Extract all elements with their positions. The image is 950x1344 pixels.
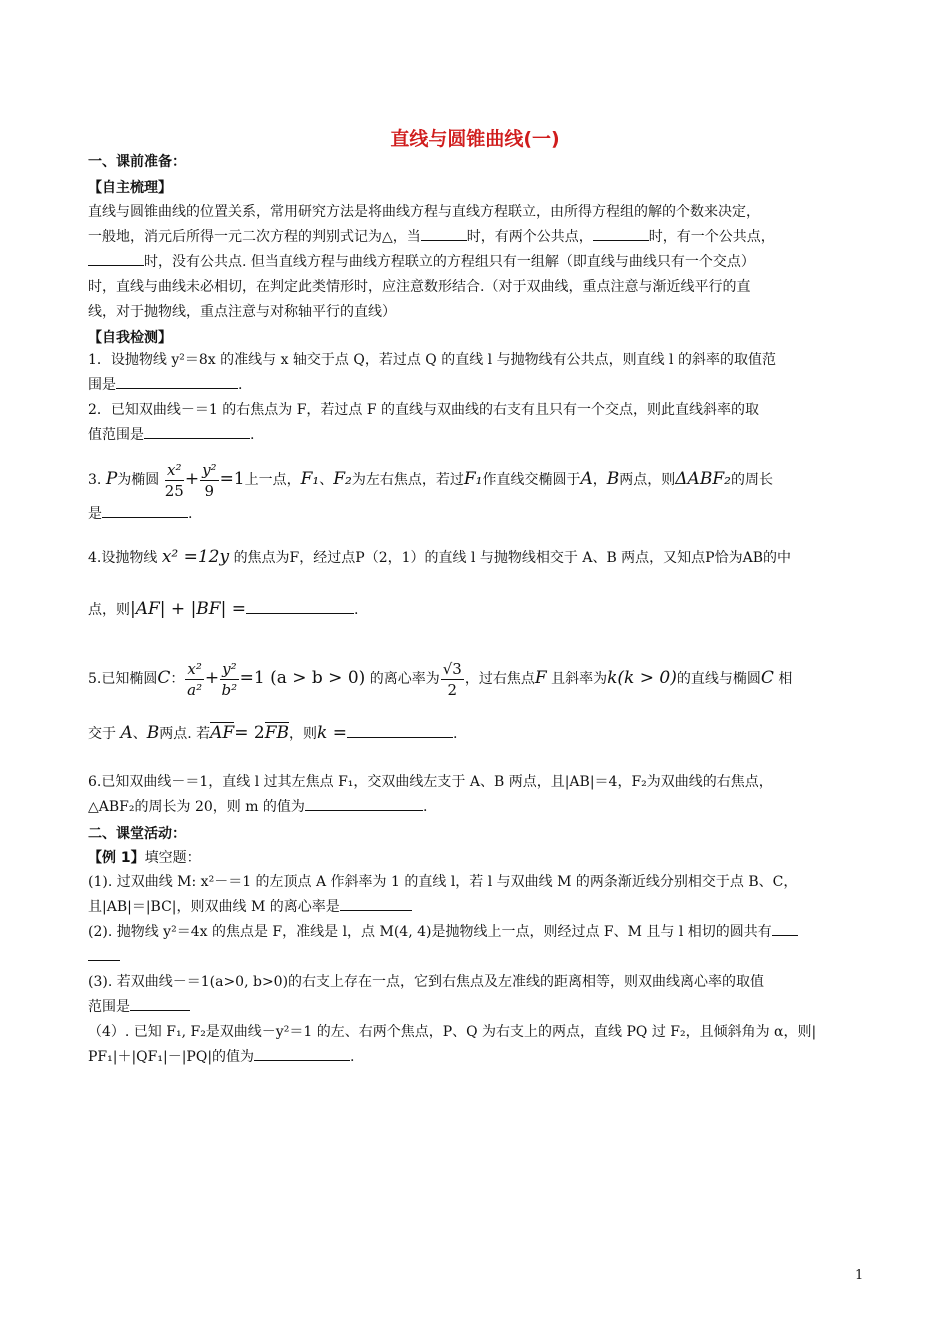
fraction: $\frac{\text{x²}}{\text{a²}}$ — [187, 659, 203, 699]
answer-blank — [593, 226, 649, 241]
subheading-self-check: 【自我检测】 — [88, 330, 172, 346]
example-1-item-3 — [88, 970, 868, 1020]
text-line: (3). 若双曲线－＝1(a>0, b>0)的右支上存在一点，它到右焦点及左准线的距离相等，则双曲线离心率的取值 — [88, 974, 765, 990]
text-line — [88, 945, 868, 970]
text-line: (2). 抛物线 y²＝4x 的焦点是 F，准线是 l，点 M(4, 4)是抛物线上一点，则经过点 F、M 且与 l 相切的圆共有 — [88, 920, 868, 945]
text-line: 一般地，消元后所得一元二次方程的判别式记为△，当 时，有两个公共点， 时，有一个公共点， — [88, 225, 868, 250]
section-heading-class: 二、课堂活动： — [88, 826, 186, 842]
text-line: 直线与圆锥曲线的位置关系，常用研究方法是将曲线方程与直线方程联立，由所得方程组的解的个数来决定， — [88, 204, 760, 220]
text-line: （4）. 已知 F₁, F₂是双曲线－y²＝1 的左、右两个焦点，P、Q 为右支上的两点，直线 PQ 过 F₂，且倾斜角为 α，则| — [88, 1024, 817, 1040]
answer-blank — [130, 996, 190, 1011]
text-line: 5.已知椭圆C： $\frac{\text{x²}}{\text{a²}}$ + $\frac{\text{y²}}{\text{b²}}$ =1 (a > b > 0) 的离心率为 $\frac{√3}{2}$ ，过右焦点F 且斜率为k(k > 0)的直线与椭圆C 相 — [88, 659, 793, 699]
answer-blank — [88, 946, 120, 961]
text-line: 3. P为椭圆 $\frac{\text{x²}}{25}$ + $\frac{\text{y²}}{9}$ =1上一点，F₁、F₂为左右焦点，若过F₁作直线交椭圆于A，B两点，则ΔABF₂的周长 — [88, 460, 773, 500]
answer-blank — [144, 424, 250, 439]
text-line: 值范围是 . — [88, 423, 868, 448]
fraction: $\frac{\text{y²}}{9}$ — [202, 460, 217, 500]
text-line: 2．已知双曲线－＝1 的右焦点为 F，若过点 F 的直线与双曲线的右支有且只有一个交点，则此直线斜率的取 — [88, 402, 760, 418]
answer-blank — [340, 896, 412, 911]
question-5 — [88, 652, 868, 748]
fraction: $\frac{√3}{2}$ — [442, 659, 462, 699]
text-line: PF₁|＋|QF₁|－|PQ|的值为 . — [88, 1045, 868, 1070]
answer-blank — [305, 796, 423, 811]
text-line: 围是 . — [88, 373, 868, 398]
question-2 — [88, 398, 868, 448]
example-1-heading: 【例 1】填空题： — [88, 850, 201, 866]
fraction: $\frac{\text{x²}}{25}$ — [164, 460, 184, 500]
text-line: 1．设抛物线 y²＝8x 的准线与 x 轴交于点 Q，若过点 Q 的直线 l 与抛物线有公共点，则直线 l 的斜率的取值范 — [88, 352, 776, 368]
text-line: △ABF₂的周长为 20，则 m 的值为 . — [88, 795, 868, 820]
text-line: 6.已知双曲线－＝1，直线 l 过其左焦点 F₁，交双曲线左支于 A、B 两点，且|AB|＝4，F₂为双曲线的右焦点， — [88, 774, 773, 790]
text-line: 范围是 — [88, 995, 868, 1020]
text-line: 且|AB|＝|BC|，则双曲线 M 的离心率是 — [88, 895, 868, 920]
answer-blank — [246, 599, 354, 614]
page-title: 直线与圆锥曲线(一) — [390, 128, 560, 150]
text-line: 交于 A、B两点. 若AF= 2FB，则k = . — [88, 723, 458, 743]
answer-blank — [347, 723, 453, 738]
question-3 — [88, 456, 868, 527]
vector-AF: AF — [210, 723, 235, 743]
text-line: 4.设抛物线 x² =12y 的焦点为F，经过点P（2，1）的直线 l 与抛物线相交于 A、B 两点，又知点P恰为AB的中 — [88, 547, 792, 567]
answer-blank — [772, 921, 798, 936]
text-line: (1). 过双曲线 M: x²－＝1 的左顶点 A 作斜率为 1 的直线 l，若 l 与双曲线 M 的两条渐近线分别相交于点 B、C， — [88, 874, 798, 890]
text-line: 线，对于抛物线，重点注意与对称轴平行的直线） — [88, 304, 396, 320]
answer-blank — [254, 1046, 350, 1061]
text-line: 点，则|AF| + |BF| = . — [88, 599, 359, 619]
answer-blank — [88, 251, 144, 266]
subheading-self-review: 【自主梳理】 — [88, 180, 172, 196]
answer-blank — [102, 503, 188, 518]
example-1-item-4 — [88, 1020, 868, 1070]
answer-blank — [421, 226, 467, 241]
answer-blank — [116, 374, 238, 389]
question-4 — [88, 540, 868, 624]
vector-FB: FB — [264, 723, 289, 743]
example-1-item-2 — [88, 920, 868, 970]
question-6 — [88, 770, 868, 820]
question-1 — [88, 348, 868, 398]
example-1-item-1 — [88, 870, 868, 920]
section-heading-prep: 一、课前准备： — [88, 154, 186, 170]
text-line: 时，直线与曲线未必相切，在判定此类情形时，应注意数形结合.（对于双曲线，重点注意与渐近线平行的直 — [88, 279, 751, 295]
page-number: 1 — [855, 1268, 864, 1283]
text-line: 是 . — [88, 502, 868, 527]
paragraph-review — [88, 200, 868, 325]
fraction: $\frac{\text{y²}}{\text{b²}}$ — [221, 659, 238, 699]
text-line: 时，没有公共点. 但当直线方程与曲线方程联立的方程组只有一组解（即直线与曲线只有一个交点） — [88, 250, 868, 275]
